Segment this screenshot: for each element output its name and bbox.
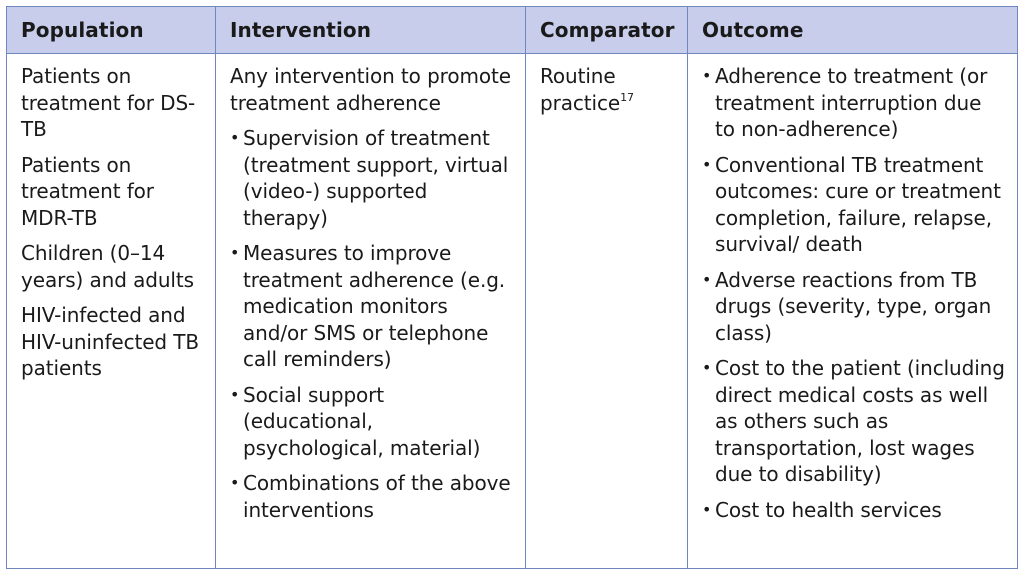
header-outcome: Outcome <box>688 7 1018 54</box>
population-cell <box>7 54 216 569</box>
bullet-icon: • <box>702 269 712 289</box>
bullet-icon: • <box>702 358 712 377</box>
outcome-item-text: Adverse reactions from TB drugs (severity, type, organ class) <box>715 267 992 345</box>
list-item <box>702 355 1007 488</box>
list-item <box>230 470 515 523</box>
population-item: Patients on treatment for DS-TB <box>21 64 196 141</box>
bullet-icon: • <box>702 499 712 519</box>
footnote-marker: 17 <box>620 90 634 104</box>
outcome-item-text: Cost to the patient (including direct medical costs as well as others such as transportation, lost wages due to disability) <box>715 356 1005 486</box>
bullet-icon: • <box>230 128 240 147</box>
header-row <box>7 7 1018 54</box>
header-population: Population <box>7 7 216 54</box>
list-item <box>230 125 515 231</box>
population-item: Children (0–14 years) and adults <box>21 241 194 292</box>
outcome-item-text: Adherence to treatment (or treatment interruption due to non-adherence) <box>715 64 988 141</box>
outcome-item-text: Conventional TB treatment outcomes: cure or treatment completion, failure, relapse, survival/ death <box>715 152 1001 256</box>
intervention-item-text: Supervision of treatment (treatment support, virtual (video-) supported therapy) <box>243 126 509 230</box>
population-item: Patients on treatment for MDR-TB <box>21 152 154 230</box>
intervention-item-text: Combinations of the above interventions <box>243 471 511 522</box>
list-item <box>702 267 1007 347</box>
outcome-cell <box>688 54 1018 569</box>
content-row <box>7 54 1018 569</box>
bullet-icon: • <box>702 154 712 174</box>
header-comparator: Comparator <box>526 7 688 54</box>
bullet-icon: • <box>230 384 240 404</box>
pico-table-container <box>6 6 1017 569</box>
list-item <box>702 63 1007 143</box>
list-item <box>230 382 515 462</box>
outcome-list <box>702 63 1007 523</box>
bullet-icon: • <box>702 66 712 85</box>
intervention-cell <box>216 54 526 569</box>
list-item <box>702 497 1007 524</box>
outcome-item-text: Cost to health services <box>715 497 942 522</box>
comparator-cell <box>526 54 688 569</box>
population-item: HIV-infected and HIV-uninfected TB patients <box>21 303 200 380</box>
intervention-list <box>230 125 515 523</box>
intervention-item-text: Measures to improve treatment adherence (e.g. medication monitors and/or SMS or telephone call reminders) <box>243 241 506 371</box>
intervention-intro: Any intervention to promote treatment adherence <box>230 64 511 115</box>
pico-table <box>6 6 1018 569</box>
header-intervention: Intervention <box>216 7 526 54</box>
bullet-icon: • <box>230 243 240 262</box>
intervention-item-text: Social support (educational, psychological, material) <box>243 382 481 460</box>
list-item <box>702 152 1007 258</box>
list-item <box>230 240 515 373</box>
bullet-icon: • <box>230 473 240 492</box>
comparator-text: Routine practice <box>540 64 621 115</box>
